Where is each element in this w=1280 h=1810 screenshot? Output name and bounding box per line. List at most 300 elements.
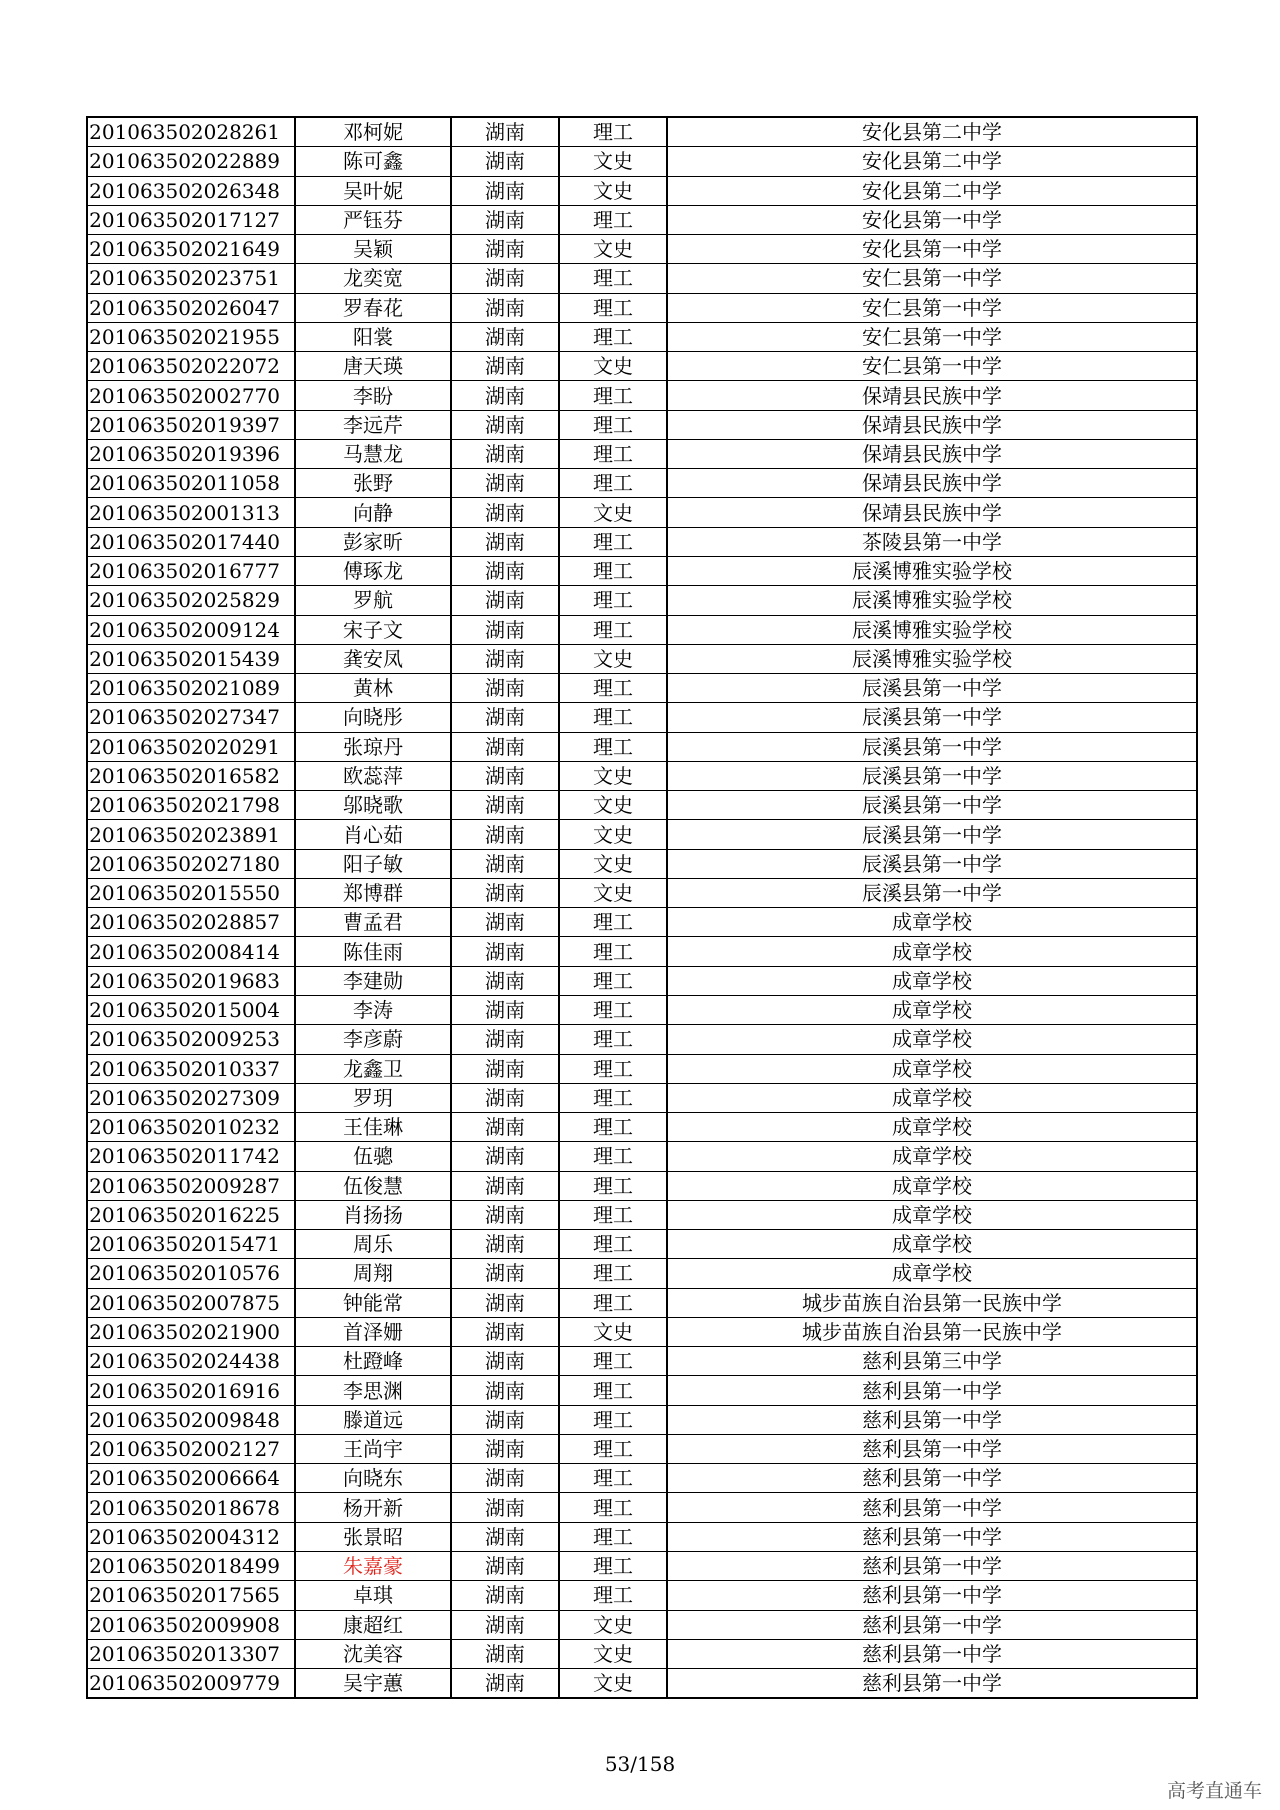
- cell-school: 城步苗族自治县第一民族中学: [667, 1288, 1197, 1317]
- cell-province: 湖南: [451, 1200, 559, 1229]
- table-row: [87, 1230, 1197, 1259]
- cell-school: 成章学校: [667, 908, 1197, 937]
- table-row: [87, 1581, 1197, 1610]
- cell-subject: 理工: [559, 264, 667, 293]
- cell-province: 湖南: [451, 1142, 559, 1171]
- page-number: 53/158: [604, 1752, 676, 1776]
- cell-student-name: 黄林: [295, 674, 451, 703]
- cell-student-name: 郑博群: [295, 878, 451, 907]
- cell-exam-id: 201063502021900: [87, 1317, 295, 1346]
- cell-student-name: 李盼: [295, 381, 451, 410]
- cell-school: 辰溪博雅实验学校: [667, 615, 1197, 644]
- cell-exam-id: 201063502009848: [87, 1405, 295, 1434]
- cell-subject: 文史: [559, 147, 667, 176]
- table-row: [87, 469, 1197, 498]
- table-row: [87, 1522, 1197, 1551]
- cell-student-name: 李涛: [295, 995, 451, 1024]
- cell-subject: 文史: [559, 849, 667, 878]
- table-row: [87, 615, 1197, 644]
- cell-school: 慈利县第三中学: [667, 1347, 1197, 1376]
- table-row: [87, 791, 1197, 820]
- table-row: [87, 878, 1197, 907]
- cell-student-name: 首泽姗: [295, 1317, 451, 1346]
- cell-province: 湖南: [451, 995, 559, 1024]
- table-row: [87, 1171, 1197, 1200]
- table-row: [87, 439, 1197, 468]
- cell-exam-id: 201063502002127: [87, 1434, 295, 1463]
- cell-school: 辰溪县第一中学: [667, 878, 1197, 907]
- cell-subject: 理工: [559, 1288, 667, 1317]
- cell-province: 湖南: [451, 820, 559, 849]
- table-row: [87, 1317, 1197, 1346]
- table-row: [87, 849, 1197, 878]
- cell-school: 慈利县第一中学: [667, 1434, 1197, 1463]
- cell-student-name: 王尚宇: [295, 1434, 451, 1463]
- cell-student-name: 宋子文: [295, 615, 451, 644]
- cell-province: 湖南: [451, 469, 559, 498]
- cell-exam-id: 201063502010576: [87, 1259, 295, 1288]
- cell-province: 湖南: [451, 235, 559, 264]
- cell-school: 安化县第一中学: [667, 235, 1197, 264]
- table-row: [87, 1639, 1197, 1668]
- cell-exam-id: 201063502021649: [87, 235, 295, 264]
- table-row: [87, 293, 1197, 322]
- table-row: [87, 644, 1197, 673]
- cell-exam-id: 201063502002770: [87, 381, 295, 410]
- cell-exam-id: 201063502026348: [87, 176, 295, 205]
- cell-province: 湖南: [451, 1552, 559, 1581]
- watermark-text: 高考直通车: [1166, 1780, 1262, 1802]
- cell-school: 辰溪县第一中学: [667, 703, 1197, 732]
- cell-school: 慈利县第一中学: [667, 1552, 1197, 1581]
- cell-school: 辰溪博雅实验学校: [667, 644, 1197, 673]
- cell-exam-id: 201063502028261: [87, 117, 295, 147]
- table-row: [87, 1025, 1197, 1054]
- cell-exam-id: 201063502013307: [87, 1639, 295, 1668]
- cell-subject: 理工: [559, 381, 667, 410]
- cell-student-name: 李建勋: [295, 966, 451, 995]
- cell-province: 湖南: [451, 937, 559, 966]
- cell-school: 保靖县民族中学: [667, 439, 1197, 468]
- cell-subject: 理工: [559, 1434, 667, 1463]
- cell-subject: 理工: [559, 586, 667, 615]
- cell-exam-id: 201063502021955: [87, 322, 295, 351]
- table-row: [87, 908, 1197, 937]
- cell-subject: 理工: [559, 1552, 667, 1581]
- cell-subject: 文史: [559, 761, 667, 790]
- cell-province: 湖南: [451, 615, 559, 644]
- cell-exam-id: 201063502015004: [87, 995, 295, 1024]
- table-row: [87, 1200, 1197, 1229]
- cell-student-name: 邬晓歌: [295, 791, 451, 820]
- cell-student-name: 张野: [295, 469, 451, 498]
- cell-subject: 文史: [559, 820, 667, 849]
- cell-school: 辰溪县第一中学: [667, 732, 1197, 761]
- cell-exam-id: 201063502023751: [87, 264, 295, 293]
- cell-school: 茶陵县第一中学: [667, 527, 1197, 556]
- cell-subject: 理工: [559, 732, 667, 761]
- cell-province: 湖南: [451, 1434, 559, 1463]
- cell-school: 保靖县民族中学: [667, 469, 1197, 498]
- cell-province: 湖南: [451, 176, 559, 205]
- cell-exam-id: 201063502024438: [87, 1347, 295, 1376]
- cell-subject: 理工: [559, 527, 667, 556]
- cell-subject: 文史: [559, 498, 667, 527]
- cell-subject: 理工: [559, 1259, 667, 1288]
- cell-subject: 理工: [559, 1200, 667, 1229]
- cell-student-name: 龚安凤: [295, 644, 451, 673]
- cell-student-name: 卓琪: [295, 1581, 451, 1610]
- cell-student-name: 傅琢龙: [295, 556, 451, 585]
- cell-student-name: 沈美容: [295, 1639, 451, 1668]
- cell-exam-id: 201063502011742: [87, 1142, 295, 1171]
- table-row: [87, 1113, 1197, 1142]
- cell-exam-id: 201063502015550: [87, 878, 295, 907]
- cell-province: 湖南: [451, 1639, 559, 1668]
- cell-exam-id: 201063502022072: [87, 352, 295, 381]
- cell-subject: 理工: [559, 1171, 667, 1200]
- cell-exam-id: 201063502009287: [87, 1171, 295, 1200]
- cell-school: 安化县第二中学: [667, 176, 1197, 205]
- cell-province: 湖南: [451, 556, 559, 585]
- cell-exam-id: 201063502019396: [87, 439, 295, 468]
- cell-exam-id: 201063502023891: [87, 820, 295, 849]
- cell-exam-id: 201063502010337: [87, 1054, 295, 1083]
- cell-student-name: 吴颖: [295, 235, 451, 264]
- cell-province: 湖南: [451, 1288, 559, 1317]
- cell-school: 成章学校: [667, 1083, 1197, 1112]
- cell-province: 湖南: [451, 1669, 559, 1699]
- cell-exam-id: 201063502009253: [87, 1025, 295, 1054]
- cell-subject: 理工: [559, 1464, 667, 1493]
- cell-exam-id: 201063502020291: [87, 732, 295, 761]
- cell-subject: 理工: [559, 703, 667, 732]
- cell-school: 安仁县第一中学: [667, 264, 1197, 293]
- cell-province: 湖南: [451, 732, 559, 761]
- cell-province: 湖南: [451, 966, 559, 995]
- cell-school: 慈利县第一中学: [667, 1464, 1197, 1493]
- cell-subject: 理工: [559, 908, 667, 937]
- cell-student-name: 严钰芬: [295, 205, 451, 234]
- cell-exam-id: 201063502028857: [87, 908, 295, 937]
- cell-student-name: 钟能常: [295, 1288, 451, 1317]
- table-row: [87, 820, 1197, 849]
- cell-school: 安化县第二中学: [667, 147, 1197, 176]
- cell-subject: 理工: [559, 1522, 667, 1551]
- cell-province: 湖南: [451, 1113, 559, 1142]
- cell-student-name: 向晓彤: [295, 703, 451, 732]
- cell-province: 湖南: [451, 410, 559, 439]
- cell-student-name: 杨开新: [295, 1493, 451, 1522]
- cell-student-name: 陈可鑫: [295, 147, 451, 176]
- table-row: [87, 264, 1197, 293]
- cell-school: 慈利县第一中学: [667, 1405, 1197, 1434]
- cell-exam-id: 201063502016225: [87, 1200, 295, 1229]
- table-row: [87, 761, 1197, 790]
- cell-school: 成章学校: [667, 1230, 1197, 1259]
- cell-subject: 理工: [559, 439, 667, 468]
- cell-province: 湖南: [451, 644, 559, 673]
- cell-province: 湖南: [451, 908, 559, 937]
- cell-province: 湖南: [451, 352, 559, 381]
- table-row: [87, 176, 1197, 205]
- cell-exam-id: 201063502017565: [87, 1581, 295, 1610]
- cell-province: 湖南: [451, 703, 559, 732]
- cell-province: 湖南: [451, 439, 559, 468]
- table-row: [87, 1054, 1197, 1083]
- admission-list-table-container: [86, 116, 1196, 1699]
- cell-subject: 理工: [559, 1376, 667, 1405]
- table-row: [87, 732, 1197, 761]
- table-row: [87, 1464, 1197, 1493]
- table-row: [87, 995, 1197, 1024]
- cell-school: 城步苗族自治县第一民族中学: [667, 1317, 1197, 1346]
- cell-student-name: 李思渊: [295, 1376, 451, 1405]
- cell-exam-id: 201063502016582: [87, 761, 295, 790]
- cell-province: 湖南: [451, 322, 559, 351]
- cell-school: 慈利县第一中学: [667, 1639, 1197, 1668]
- cell-student-name: 罗航: [295, 586, 451, 615]
- cell-school: 成章学校: [667, 1171, 1197, 1200]
- cell-school: 成章学校: [667, 1142, 1197, 1171]
- cell-school: 辰溪博雅实验学校: [667, 556, 1197, 585]
- cell-subject: 理工: [559, 1083, 667, 1112]
- table-row: [87, 1493, 1197, 1522]
- cell-province: 湖南: [451, 1259, 559, 1288]
- cell-subject: 文史: [559, 1610, 667, 1639]
- cell-exam-id: 201063502009124: [87, 615, 295, 644]
- table-row: [87, 1405, 1197, 1434]
- table-row: [87, 1434, 1197, 1463]
- cell-subject: 理工: [559, 615, 667, 644]
- cell-student-name: 曹孟君: [295, 908, 451, 937]
- cell-subject: 理工: [559, 556, 667, 585]
- cell-subject: 文史: [559, 878, 667, 907]
- cell-student-name: 李彦蔚: [295, 1025, 451, 1054]
- cell-subject: 理工: [559, 469, 667, 498]
- table-row: [87, 1142, 1197, 1171]
- table-row: [87, 352, 1197, 381]
- table-row: [87, 586, 1197, 615]
- cell-exam-id: 201063502026047: [87, 293, 295, 322]
- cell-school: 成章学校: [667, 1200, 1197, 1229]
- cell-school: 安仁县第一中学: [667, 322, 1197, 351]
- table-row: [87, 117, 1197, 147]
- cell-student-name: 周翔: [295, 1259, 451, 1288]
- table-row: [87, 703, 1197, 732]
- cell-subject: 理工: [559, 1054, 667, 1083]
- cell-student-name: 彭家昕: [295, 527, 451, 556]
- table-row: [87, 205, 1197, 234]
- cell-province: 湖南: [451, 761, 559, 790]
- cell-school: 辰溪县第一中学: [667, 791, 1197, 820]
- cell-exam-id: 201063502025829: [87, 586, 295, 615]
- cell-province: 湖南: [451, 586, 559, 615]
- cell-exam-id: 201063502022889: [87, 147, 295, 176]
- cell-province: 湖南: [451, 1025, 559, 1054]
- table-row: [87, 1083, 1197, 1112]
- table-row: [87, 147, 1197, 176]
- cell-student-name: 陈佳雨: [295, 937, 451, 966]
- cell-exam-id: 201063502001313: [87, 498, 295, 527]
- cell-exam-id: 201063502011058: [87, 469, 295, 498]
- cell-subject: 理工: [559, 117, 667, 147]
- cell-subject: 理工: [559, 995, 667, 1024]
- cell-exam-id: 201063502027180: [87, 849, 295, 878]
- cell-subject: 文史: [559, 1669, 667, 1699]
- cell-province: 湖南: [451, 498, 559, 527]
- table-row: [87, 527, 1197, 556]
- cell-province: 湖南: [451, 1347, 559, 1376]
- cell-exam-id: 201063502010232: [87, 1113, 295, 1142]
- cell-province: 湖南: [451, 1581, 559, 1610]
- cell-subject: 理工: [559, 674, 667, 703]
- cell-subject: 理工: [559, 966, 667, 995]
- cell-exam-id: 201063502006664: [87, 1464, 295, 1493]
- cell-student-name: 肖心茹: [295, 820, 451, 849]
- cell-student-name: 李远芹: [295, 410, 451, 439]
- cell-province: 湖南: [451, 1522, 559, 1551]
- table-row: [87, 1610, 1197, 1639]
- table-row: [87, 1669, 1197, 1699]
- table-row: [87, 966, 1197, 995]
- cell-subject: 理工: [559, 1142, 667, 1171]
- cell-exam-id: 201063502017127: [87, 205, 295, 234]
- cell-province: 湖南: [451, 674, 559, 703]
- table-row: [87, 1347, 1197, 1376]
- cell-exam-id: 201063502021089: [87, 674, 295, 703]
- cell-province: 湖南: [451, 1610, 559, 1639]
- cell-exam-id: 201063502019397: [87, 410, 295, 439]
- cell-student-name: 朱嘉豪: [295, 1552, 451, 1581]
- cell-exam-id: 201063502009779: [87, 1669, 295, 1699]
- cell-student-name: 肖扬扬: [295, 1200, 451, 1229]
- table-row: [87, 1259, 1197, 1288]
- cell-student-name: 罗春花: [295, 293, 451, 322]
- cell-school: 成章学校: [667, 995, 1197, 1024]
- cell-school: 慈利县第一中学: [667, 1669, 1197, 1699]
- cell-student-name: 马慧龙: [295, 439, 451, 468]
- cell-subject: 理工: [559, 937, 667, 966]
- cell-subject: 文史: [559, 352, 667, 381]
- cell-school: 慈利县第一中学: [667, 1376, 1197, 1405]
- cell-student-name: 向晓东: [295, 1464, 451, 1493]
- cell-student-name: 张琼丹: [295, 732, 451, 761]
- cell-subject: 理工: [559, 1405, 667, 1434]
- cell-subject: 文史: [559, 644, 667, 673]
- table-row: [87, 937, 1197, 966]
- cell-student-name: 康超红: [295, 1610, 451, 1639]
- table-row: [87, 410, 1197, 439]
- table-row: [87, 322, 1197, 351]
- cell-exam-id: 201063502015439: [87, 644, 295, 673]
- cell-exam-id: 201063502008414: [87, 937, 295, 966]
- cell-school: 安化县第二中学: [667, 117, 1197, 147]
- cell-subject: 理工: [559, 205, 667, 234]
- cell-student-name: 吴宇蕙: [295, 1669, 451, 1699]
- cell-school: 安化县第一中学: [667, 205, 1197, 234]
- cell-subject: 理工: [559, 1347, 667, 1376]
- cell-school: 成章学校: [667, 1259, 1197, 1288]
- cell-student-name: 伍骢: [295, 1142, 451, 1171]
- cell-province: 湖南: [451, 1464, 559, 1493]
- table-row: [87, 674, 1197, 703]
- cell-subject: 文史: [559, 791, 667, 820]
- cell-student-name: 龙鑫卫: [295, 1054, 451, 1083]
- cell-school: 辰溪县第一中学: [667, 849, 1197, 878]
- cell-student-name: 周乐: [295, 1230, 451, 1259]
- table-row: [87, 235, 1197, 264]
- cell-exam-id: 201063502018499: [87, 1552, 295, 1581]
- cell-exam-id: 201063502007875: [87, 1288, 295, 1317]
- cell-subject: 理工: [559, 1025, 667, 1054]
- cell-exam-id: 201063502019683: [87, 966, 295, 995]
- cell-student-name: 向静: [295, 498, 451, 527]
- cell-school: 保靖县民族中学: [667, 381, 1197, 410]
- cell-province: 湖南: [451, 1171, 559, 1200]
- table-row: [87, 1288, 1197, 1317]
- cell-exam-id: 201063502027347: [87, 703, 295, 732]
- cell-student-name: 滕道远: [295, 1405, 451, 1434]
- cell-school: 成章学校: [667, 1113, 1197, 1142]
- cell-exam-id: 201063502016916: [87, 1376, 295, 1405]
- cell-student-name: 唐天瑛: [295, 352, 451, 381]
- table-row: [87, 1376, 1197, 1405]
- cell-province: 湖南: [451, 205, 559, 234]
- cell-student-name: 欧蕊萍: [295, 761, 451, 790]
- cell-exam-id: 201063502021798: [87, 791, 295, 820]
- table-body: [87, 117, 1197, 1698]
- cell-province: 湖南: [451, 849, 559, 878]
- cell-subject: 文史: [559, 1639, 667, 1668]
- cell-subject: 理工: [559, 1230, 667, 1259]
- cell-school: 成章学校: [667, 937, 1197, 966]
- cell-province: 湖南: [451, 117, 559, 147]
- table-row: [87, 1552, 1197, 1581]
- table-row: [87, 381, 1197, 410]
- cell-student-name: 杜蹬峰: [295, 1347, 451, 1376]
- cell-province: 湖南: [451, 527, 559, 556]
- cell-province: 湖南: [451, 791, 559, 820]
- cell-school: 慈利县第一中学: [667, 1581, 1197, 1610]
- cell-student-name: 王佳琳: [295, 1113, 451, 1142]
- cell-province: 湖南: [451, 1317, 559, 1346]
- cell-school: 辰溪县第一中学: [667, 674, 1197, 703]
- cell-student-name: 阳裳: [295, 322, 451, 351]
- cell-province: 湖南: [451, 1493, 559, 1522]
- cell-exam-id: 201063502015471: [87, 1230, 295, 1259]
- cell-school: 保靖县民族中学: [667, 498, 1197, 527]
- admission-list-table: [86, 116, 1198, 1699]
- cell-school: 慈利县第一中学: [667, 1610, 1197, 1639]
- cell-subject: 理工: [559, 1493, 667, 1522]
- cell-student-name: 邓柯妮: [295, 117, 451, 147]
- cell-province: 湖南: [451, 147, 559, 176]
- cell-school: 慈利县第一中学: [667, 1522, 1197, 1551]
- cell-student-name: 龙奕宽: [295, 264, 451, 293]
- cell-province: 湖南: [451, 1405, 559, 1434]
- cell-school: 辰溪县第一中学: [667, 761, 1197, 790]
- cell-school: 安仁县第一中学: [667, 352, 1197, 381]
- cell-exam-id: 201063502017440: [87, 527, 295, 556]
- cell-school: 安仁县第一中学: [667, 293, 1197, 322]
- cell-province: 湖南: [451, 1083, 559, 1112]
- cell-school: 辰溪博雅实验学校: [667, 586, 1197, 615]
- cell-school: 辰溪县第一中学: [667, 820, 1197, 849]
- cell-province: 湖南: [451, 1230, 559, 1259]
- table-row: [87, 498, 1197, 527]
- cell-school: 成章学校: [667, 966, 1197, 995]
